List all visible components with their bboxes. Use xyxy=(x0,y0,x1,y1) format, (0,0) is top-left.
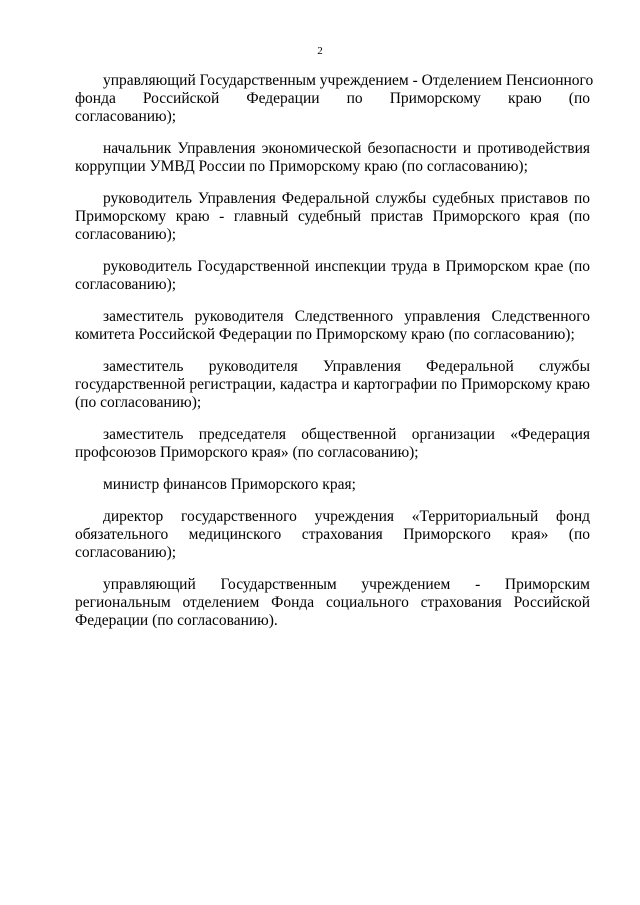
list-item xyxy=(75,258,590,294)
text-line: профсоюзов Приморского края» (по согласованию); xyxy=(75,444,419,461)
text-line: фонда Российской Федерации по Приморскому краю (по xyxy=(75,90,590,107)
document-body xyxy=(75,72,594,644)
list-item xyxy=(75,308,590,344)
text-line: начальник Управления экономической безопасности и противодействия xyxy=(103,140,590,157)
text-line: руководитель Управления Федеральной службы судебных приставов по xyxy=(103,190,590,207)
text-line: заместитель председателя общественной организации «Федерация xyxy=(103,426,590,443)
list-item xyxy=(75,190,590,244)
text-line: Федерации (по согласованию). xyxy=(75,612,278,629)
text-line: согласованию); xyxy=(75,226,177,243)
text-line: комитета Российской Федерации по Приморскому краю (по согласованию); xyxy=(75,326,575,343)
list-item xyxy=(75,476,590,494)
page-number: 2 xyxy=(317,45,323,57)
text-line: согласованию); xyxy=(75,108,177,125)
text-line: министр финансов Приморского края; xyxy=(103,476,356,493)
text-line: заместитель руководителя Управления Федеральной службы xyxy=(103,358,590,375)
text-line: обязательного медицинского страхования Приморского края» (по xyxy=(75,526,590,543)
text-line: управляющий Государственным учреждением - Приморским xyxy=(103,576,590,593)
list-item xyxy=(75,72,594,126)
text-line: региональным отделением Фонда социального страхования Российской xyxy=(75,594,590,611)
list-item xyxy=(75,576,590,630)
text-line: (по согласованию); xyxy=(75,394,202,411)
list-item xyxy=(75,358,590,412)
text-line: управляющий Государственным учреждением - Отделением Пенсионного xyxy=(103,72,594,89)
text-line: заместитель руководителя Следственного управления Следственного xyxy=(103,308,590,325)
text-line: государственной регистрации, кадастра и картографии по Приморскому краю xyxy=(75,376,590,393)
list-item xyxy=(75,508,590,562)
text-line: Приморскому краю - главный судебный пристав Приморского края (по xyxy=(75,208,590,225)
text-line: согласованию); xyxy=(75,544,177,561)
text-line: коррупции УМВД России по Приморскому краю (по согласованию); xyxy=(75,158,528,175)
text-line: согласованию); xyxy=(75,276,177,293)
list-item xyxy=(75,426,590,462)
list-item xyxy=(75,140,590,176)
text-line: директор государственного учреждения «Территориальный фонд xyxy=(103,508,590,525)
text-line: руководитель Государственной инспекции труда в Приморском крае (по xyxy=(103,258,590,275)
